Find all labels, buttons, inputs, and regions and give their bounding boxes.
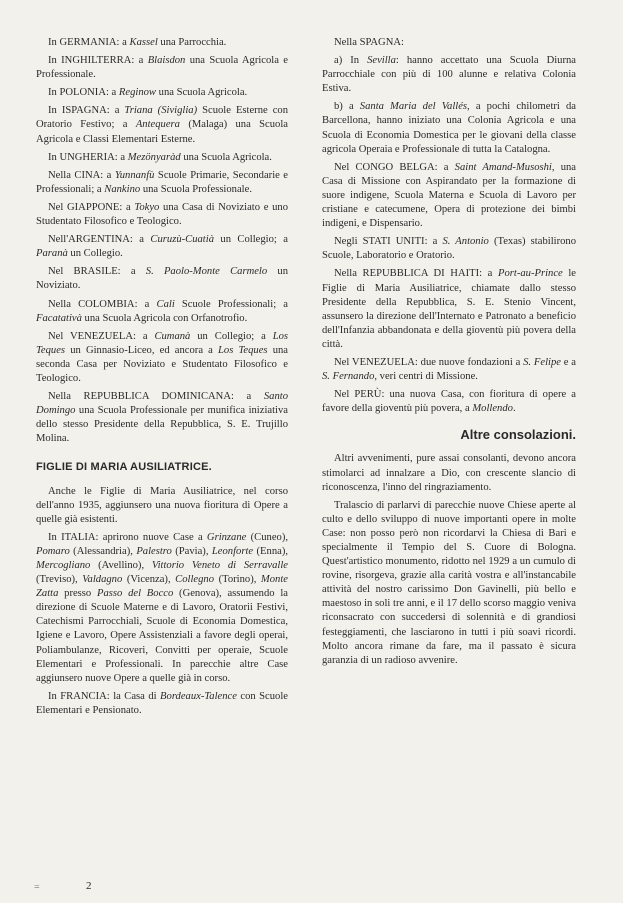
paragraph bbox=[36, 86, 288, 100]
place-name: Pomaro bbox=[36, 545, 70, 557]
page-number: 2 bbox=[86, 880, 92, 892]
text-run: Nel BRASILE: a bbox=[48, 266, 146, 278]
text-run: Nel VENEZUELA: a bbox=[48, 330, 155, 342]
text-run: le Figlie di Maria Ausiliatrice, chiamate dallo stesso Presidente della Repubblica, S. E. Stenio Vincent, assunsero la direzione dell'Internato e Patronato a beneficio dell'Infanzia abbandonata e della gioventù più povera della città. bbox=[322, 268, 576, 350]
left-column bbox=[36, 36, 288, 722]
place-name: Blaisdon bbox=[147, 55, 186, 67]
text-run: (Torino), bbox=[214, 574, 261, 586]
text-run: Nel CONGO BELGA: a bbox=[334, 161, 455, 173]
paragraph bbox=[36, 690, 288, 718]
place-name: Grinzane bbox=[206, 531, 247, 543]
right-column-paragraphs-after bbox=[322, 452, 576, 667]
text-run: una Casa di Noviziato e uno Studentato Filosofico e Teologico. bbox=[36, 201, 288, 228]
place-name: Palestro bbox=[136, 545, 172, 557]
paragraph bbox=[36, 233, 288, 261]
text-run: b) a bbox=[334, 101, 360, 113]
place-name: S. Fernando bbox=[322, 371, 375, 383]
place-name: Passo del Bocco bbox=[97, 588, 174, 600]
place-name: Santa Maria del Vallés bbox=[359, 101, 468, 113]
left-column-paragraphs-after bbox=[36, 485, 288, 719]
place-name: Monte Zatta bbox=[36, 574, 288, 600]
text-run: , a pochi chilometri da Barcellona, hanno iniziato una Colonia Agricola e una Scuola di Economia Domestica per le giovani della classe agricola Operaia e Professionale di tutta la Catalogna. bbox=[322, 101, 576, 155]
place-name: Vittorio Veneto di Serravalle bbox=[151, 560, 288, 571]
place-name: S. Felipe bbox=[523, 356, 561, 368]
text-run: In UNGHERIA: a bbox=[48, 151, 128, 163]
text-run: un Collegio. bbox=[67, 248, 123, 260]
paragraph bbox=[36, 531, 288, 686]
paragraph bbox=[36, 104, 288, 146]
paragraph bbox=[322, 235, 576, 263]
paragraph bbox=[322, 161, 576, 231]
text-run: (Malaga) una Scuola Agricola e Classi Elementari Esterne. bbox=[36, 119, 288, 145]
place-name: Cali bbox=[156, 298, 175, 310]
text-run: Nel GIAPPONE: a bbox=[48, 201, 135, 213]
place-name: Leonforte bbox=[211, 545, 254, 557]
text-run: Nella SPAGNA: bbox=[334, 37, 404, 48]
right-column bbox=[322, 36, 576, 672]
place-name: Facatativà bbox=[36, 312, 82, 324]
place-name: Cumanà bbox=[154, 330, 191, 342]
place-name: Paranà bbox=[36, 248, 68, 260]
section-heading-figlie: FIGLIE DI MARIA AUSILIATRICE. bbox=[36, 461, 212, 474]
text-run: una Scuola Agricola con Orfanotrofio. bbox=[81, 312, 248, 324]
text-run: Nella REPUBBLICA DI HAITI: a bbox=[334, 268, 498, 280]
text-run: (Cuneo), bbox=[246, 531, 288, 543]
text-run: Nel PERÙ: una nuova Casa, con fioritura di opere a favore della gioventù più povera, a bbox=[322, 389, 576, 415]
place-name: Collegno bbox=[175, 574, 215, 586]
text-run: Nel VENEZUELA: due nuove fondazioni a bbox=[334, 356, 524, 368]
text-run: una Parrocchia. bbox=[157, 37, 227, 48]
place-name: Santo Domingo bbox=[36, 391, 288, 417]
place-name: Yunnanfù bbox=[114, 169, 155, 181]
paragraph bbox=[36, 201, 288, 229]
place-name: Valdagno bbox=[82, 574, 123, 586]
text-run: una Scuola Agricola e Professionale. bbox=[36, 55, 288, 81]
text-run: In GERMANIA: a bbox=[48, 37, 130, 48]
text-run: . bbox=[512, 403, 516, 415]
paragraph bbox=[36, 36, 288, 50]
text-run: In ISPAGNA: a bbox=[48, 105, 125, 117]
paragraph bbox=[322, 452, 576, 494]
text-run: Scuole Professionali; a bbox=[174, 298, 288, 310]
text-run: (Alessandria), bbox=[69, 545, 137, 557]
place-name: Mollendo bbox=[472, 403, 513, 415]
text-run: a) In bbox=[334, 55, 368, 67]
text-run: una Scuola Agricola. bbox=[180, 151, 272, 163]
place-name: S. Antonio bbox=[442, 236, 489, 248]
text-run: Nella REPUBBLICA DOMINICANA: a bbox=[48, 391, 264, 403]
text-run: un Ginnasio-Liceo, ed ancora a bbox=[65, 344, 219, 356]
text-run: una Scuola Agricola. bbox=[156, 87, 248, 99]
place-name: Reginow bbox=[118, 87, 156, 99]
paragraph bbox=[322, 388, 576, 416]
paragraph bbox=[36, 151, 288, 165]
paragraph bbox=[36, 169, 288, 197]
text-run: Nell'ARGENTINA: a bbox=[48, 234, 151, 246]
place-name: Curuzù-Cuatià bbox=[150, 234, 214, 246]
text-run: (Avellino), bbox=[90, 560, 152, 571]
text-run: (Genova), assumendo la direzione di Scuole Materne e di Lavoro, Oratorii Festivi, Catechismi Parrocchiali, Scuole di Economia Domestica, Igiene e Lavoro, Opere Assistenziali a favore degli operai, Poliambulanze, Ricoveri, Convitti per operaie, Scuole Elementari e Professionali. In parecchie altre Case aggiunsero nuove Opere a quelle già in corso. bbox=[36, 588, 288, 684]
text-run: Nella CINA: a bbox=[48, 169, 115, 181]
place-name: Sevilla bbox=[367, 55, 396, 67]
paragraph bbox=[322, 267, 576, 352]
margin-mark: = bbox=[34, 882, 40, 893]
place-name: Bordeaux-Talence bbox=[160, 690, 237, 702]
text-run: Scuole Primarie, Secondarie e Professionali; a bbox=[36, 169, 288, 195]
left-column-paragraphs bbox=[36, 36, 288, 446]
text-run: Nella COLOMBIA: a bbox=[48, 298, 157, 310]
paragraph bbox=[36, 485, 288, 527]
place-name: Los Teques bbox=[36, 330, 289, 356]
paragraph bbox=[36, 298, 288, 326]
place-name: Tokyo bbox=[134, 201, 160, 213]
text-run: In INGHILTERRA: a bbox=[48, 55, 148, 67]
text-run: : hanno accettato una Scuola Diurna Parrocchiale con più di 100 alunne e relativa Colonia Estiva. bbox=[322, 55, 576, 95]
text-run: un Noviziato. bbox=[36, 266, 288, 292]
text-run: una Scuola Professionale. bbox=[140, 183, 252, 195]
place-name: Kassel bbox=[129, 37, 158, 48]
text-run: (Treviso), bbox=[36, 574, 83, 586]
paragraph bbox=[322, 499, 576, 668]
place-name: Los Teques bbox=[218, 344, 268, 356]
paragraph bbox=[36, 330, 288, 386]
text-run: Altri avvenimenti, pure assai consolanti, devono ancora stimolarci ad innalzare a Dio, con crescente slancio di riconoscenza, l'inno del ringraziamento. bbox=[322, 453, 576, 493]
place-name: S. Paolo-Monte Carmelo bbox=[145, 266, 268, 278]
text-run: Tralascio di parlarvi di parecchie nuove Chiese aperte al culto e dello sviluppo di nuove importanti opere in molte Case: non posso però non ricordarvi la Chiesa di Bari e specialmente il Tempio del S. Cuore di Bologna. Quest'artistico monumento, ridotto nel 1929 a un cumulo di rovine, risorgeva, grazie alla carità vostra e all'instancabile attività del nostro carissimo Don Gavinelli, più bello e maestoso in soli tre anni, e il 17 dello scorso maggio veniva riconsacrato con succedersi di solennità e di grandiosi festeggiamenti, che lasciarono in tutti i più soavi ricordi. Molto ancora rimane da fare, ma il passato è sicura garanzia di un radioso avvenire. bbox=[322, 499, 576, 666]
text-run: (Enna), bbox=[253, 545, 288, 557]
text-run: Scuole Esterne con Oratorio Festivo; a bbox=[36, 105, 289, 131]
text-run: con Scuole Elementari e Pensionato. bbox=[36, 690, 288, 716]
text-run: e a bbox=[560, 356, 576, 368]
text-run: Anche le Figlie di Maria Ausiliatrice, nel corso dell'anno 1935, aggiunsero una nuova fioritura di Opere a quelle già esistenti. bbox=[36, 485, 288, 525]
place-name: Saint Amand-Musoshi bbox=[454, 161, 552, 173]
paragraph bbox=[322, 356, 576, 384]
section-heading-consolazioni: Altre consolazioni. bbox=[460, 427, 576, 443]
right-column-paragraphs bbox=[322, 36, 576, 416]
place-name: Nankino bbox=[104, 183, 141, 195]
place-name: Port-au-Prince bbox=[498, 268, 563, 280]
paragraph bbox=[322, 36, 576, 50]
text-run: , una Casa di Missione con Aspirandato per la formazione di suore indigene, Scuola Materna e Scuola di Lavoro per cristiane e catecumene, Opera di protezione dei bimbi indigeni, e Dispensario. bbox=[322, 161, 577, 230]
text-run: una seconda Casa per Noviziato e Studentato Filosofico e Teologico. bbox=[36, 344, 288, 384]
text-run: una Scuola Professionale per munifica iniziativa dello stesso Presidente della Repubblica, S. E. Trujillo Molina. bbox=[36, 405, 288, 445]
paragraph bbox=[36, 390, 288, 446]
paragraph bbox=[36, 265, 288, 293]
text-run: (Vicenza), bbox=[122, 574, 176, 586]
place-name: Mercogliano bbox=[36, 560, 91, 571]
paragraph bbox=[322, 54, 576, 96]
text-run: , veri centri di Missione. bbox=[374, 371, 478, 383]
text-run: In FRANCIA: la Casa di bbox=[48, 690, 161, 702]
text-run: In POLONIA: a bbox=[48, 87, 119, 99]
text-run: un Collegio; a bbox=[190, 330, 273, 342]
place-name: Antequera bbox=[135, 119, 180, 131]
text-run: In ITALIA: aprirono nuove Case a bbox=[48, 531, 207, 543]
text-run: (Pavia), bbox=[171, 545, 212, 557]
paragraph bbox=[36, 54, 288, 82]
place-name: Triana (Siviglia) bbox=[124, 105, 198, 117]
text-run: (Texas) stabilirono Scuole, Laboratorio e Oratorio. bbox=[322, 236, 576, 262]
text-run: presso bbox=[58, 588, 97, 600]
paragraph bbox=[322, 100, 576, 156]
text-run: un Collegio; a bbox=[214, 234, 288, 246]
text-run: Negli STATI UNITI: a bbox=[334, 236, 443, 248]
place-name: Mezönyaràd bbox=[127, 151, 181, 163]
